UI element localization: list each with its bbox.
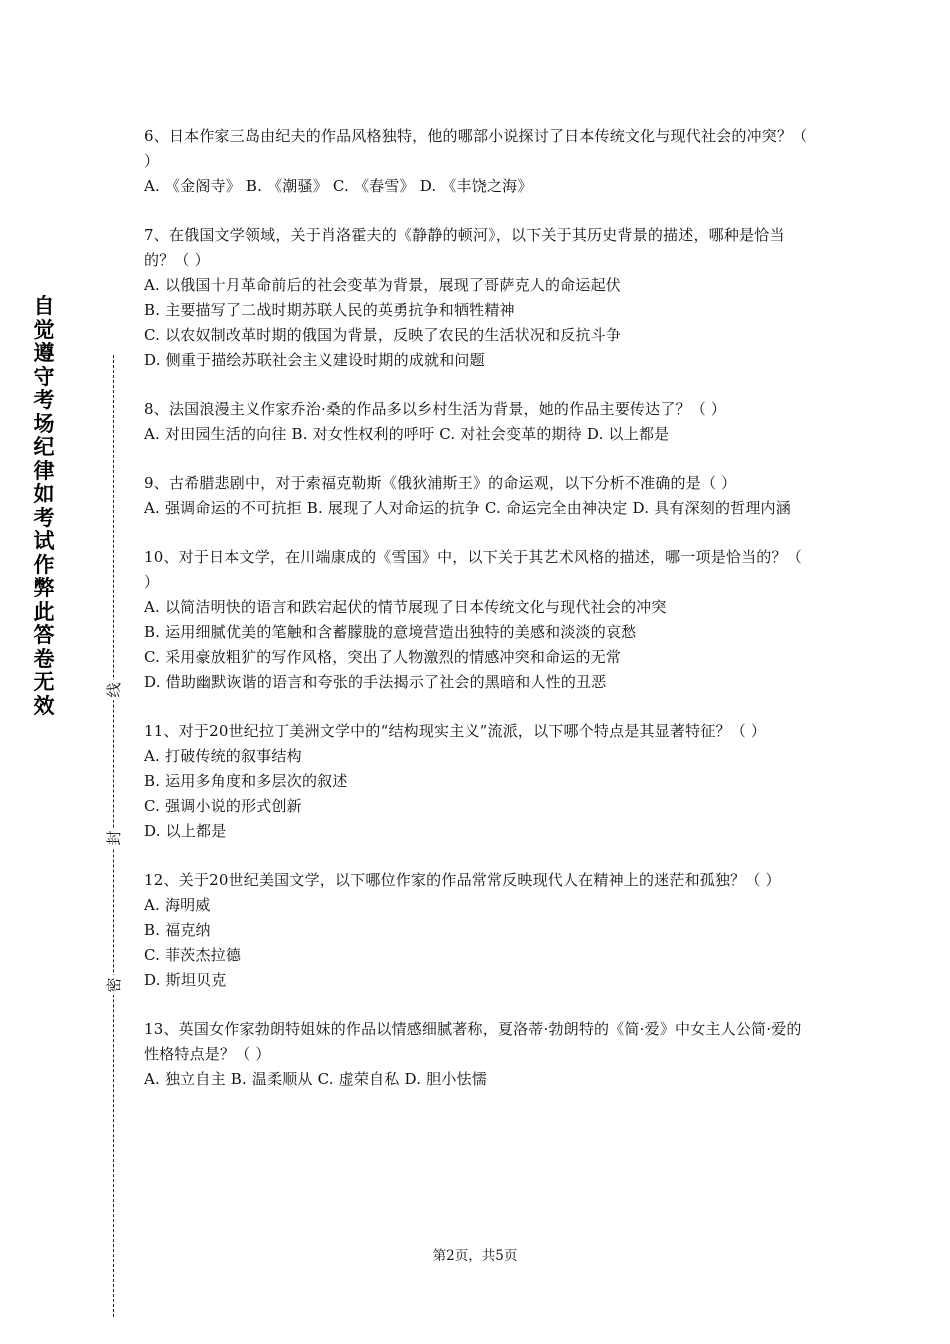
question-list <box>144 124 812 1116</box>
option-d: D. 以上都是 <box>144 822 227 840</box>
binding-mark-feng: 封 <box>104 828 124 848</box>
option-line: A. 强调命运的不可抗拒 B. 展现了人对命运的抗争 C. 命运完全由神决定 D. 具有深刻的哲理内涵 <box>144 499 791 517</box>
question-8 <box>144 397 812 447</box>
option-c: C. 强调小说的形式创新 <box>144 797 302 815</box>
question-stem: 13、英国女作家勃朗特姐妹的作品以情感细腻著称，夏洛蒂·勃朗特的《简·爱》中女主人公简·爱的性格特点是？（ ） <box>144 1020 802 1063</box>
question-stem: 12、关于20世纪美国文学，以下哪位作家的作品常常反映现代人在精神上的迷茫和孤独？（ ） <box>144 871 781 889</box>
option-d: D. 斯坦贝克 <box>144 971 227 989</box>
option-c: C. 菲茨杰拉德 <box>144 946 242 964</box>
option-line: A. 独立自主 B. 温柔顺从 C. 虚荣自私 D. 胆小怯懦 <box>144 1070 487 1088</box>
option-d: D. 侧重于描绘苏联社会主义建设时期的成就和问题 <box>144 351 485 369</box>
page-footer: 第2页，共5页 <box>432 1248 518 1264</box>
exam-discipline-notice: 自觉遵守考场纪律如考试作弊此答卷无效 <box>33 294 55 718</box>
question-9 <box>144 471 812 521</box>
binding-mark-mi: 密 <box>104 975 124 995</box>
option-c: C. 采用豪放粗犷的写作风格，突出了人物激烈的情感冲突和命运的无常 <box>144 648 622 666</box>
option-a: A. 以简洁明快的语言和跌宕起伏的情节展现了日本传统文化与现代社会的冲突 <box>144 598 667 616</box>
question-11 <box>144 719 812 844</box>
option-a: A. 打破传统的叙事结构 <box>144 747 302 765</box>
option-a: A. 以俄国十月革命前后的社会变革为背景，展现了哥萨克人的命运起伏 <box>144 276 621 294</box>
option-line: A. 对田园生活的向往 B. 对女性权利的呼吁 C. 对社会变革的期待 D. 以上都是 <box>144 425 670 443</box>
question-stem: 10、对于日本文学，在川端康成的《雪国》中，以下关于其艺术风格的描述，哪一项是恰当的？（ ） <box>144 548 802 591</box>
option-b: B. 运用细腻优美的笔触和含蓄朦胧的意境营造出独特的美感和淡淡的哀愁 <box>144 623 637 641</box>
option-d: D. 借助幽默诙谐的语言和夸张的手法揭示了社会的黑暗和人性的丑恶 <box>144 673 607 691</box>
question-stem: 6、日本作家三岛由纪夫的作品风格独特，他的哪部小说探讨了日本传统文化与现代社会的冲突？（ ） <box>144 127 808 170</box>
question-6 <box>144 124 812 199</box>
option-a: A. 海明威 <box>144 896 211 914</box>
option-c: C. 以农奴制改革时期的俄国为背景，反映了农民的生活状况和反抗斗争 <box>144 326 622 344</box>
question-stem: 9、古希腊悲剧中，对于索福克勒斯《俄狄浦斯王》的命运观，以下分析不准确的是（ ） <box>144 474 737 492</box>
option-b: B. 福克纳 <box>144 921 211 939</box>
question-stem: 7、在俄国文学领域，关于肖洛霍夫的《静静的顿河》，以下关于其历史背景的描述，哪种是恰当的？（ ） <box>144 226 785 269</box>
option-line: A. 《金阁寺》 B. 《潮骚》 C. 《春雪》 D. 《丰饶之海》 <box>144 177 533 195</box>
question-13 <box>144 1017 812 1092</box>
question-10 <box>144 545 812 695</box>
binding-mark-xian: 线 <box>104 680 124 700</box>
option-b: B. 主要描写了二战时期苏联人民的英勇抗争和牺牲精神 <box>144 301 515 319</box>
question-stem: 11、对于20世纪拉丁美洲文学中的“结构现实主义”流派，以下哪个特点是其显著特征？（ ） <box>144 722 767 740</box>
option-b: B. 运用多角度和多层次的叙述 <box>144 772 348 790</box>
question-stem: 8、法国浪漫主义作家乔治·桑的作品多以乡村生活为背景，她的作品主要传达了？（ ） <box>144 400 727 418</box>
question-12 <box>144 868 812 993</box>
question-7 <box>144 223 812 373</box>
